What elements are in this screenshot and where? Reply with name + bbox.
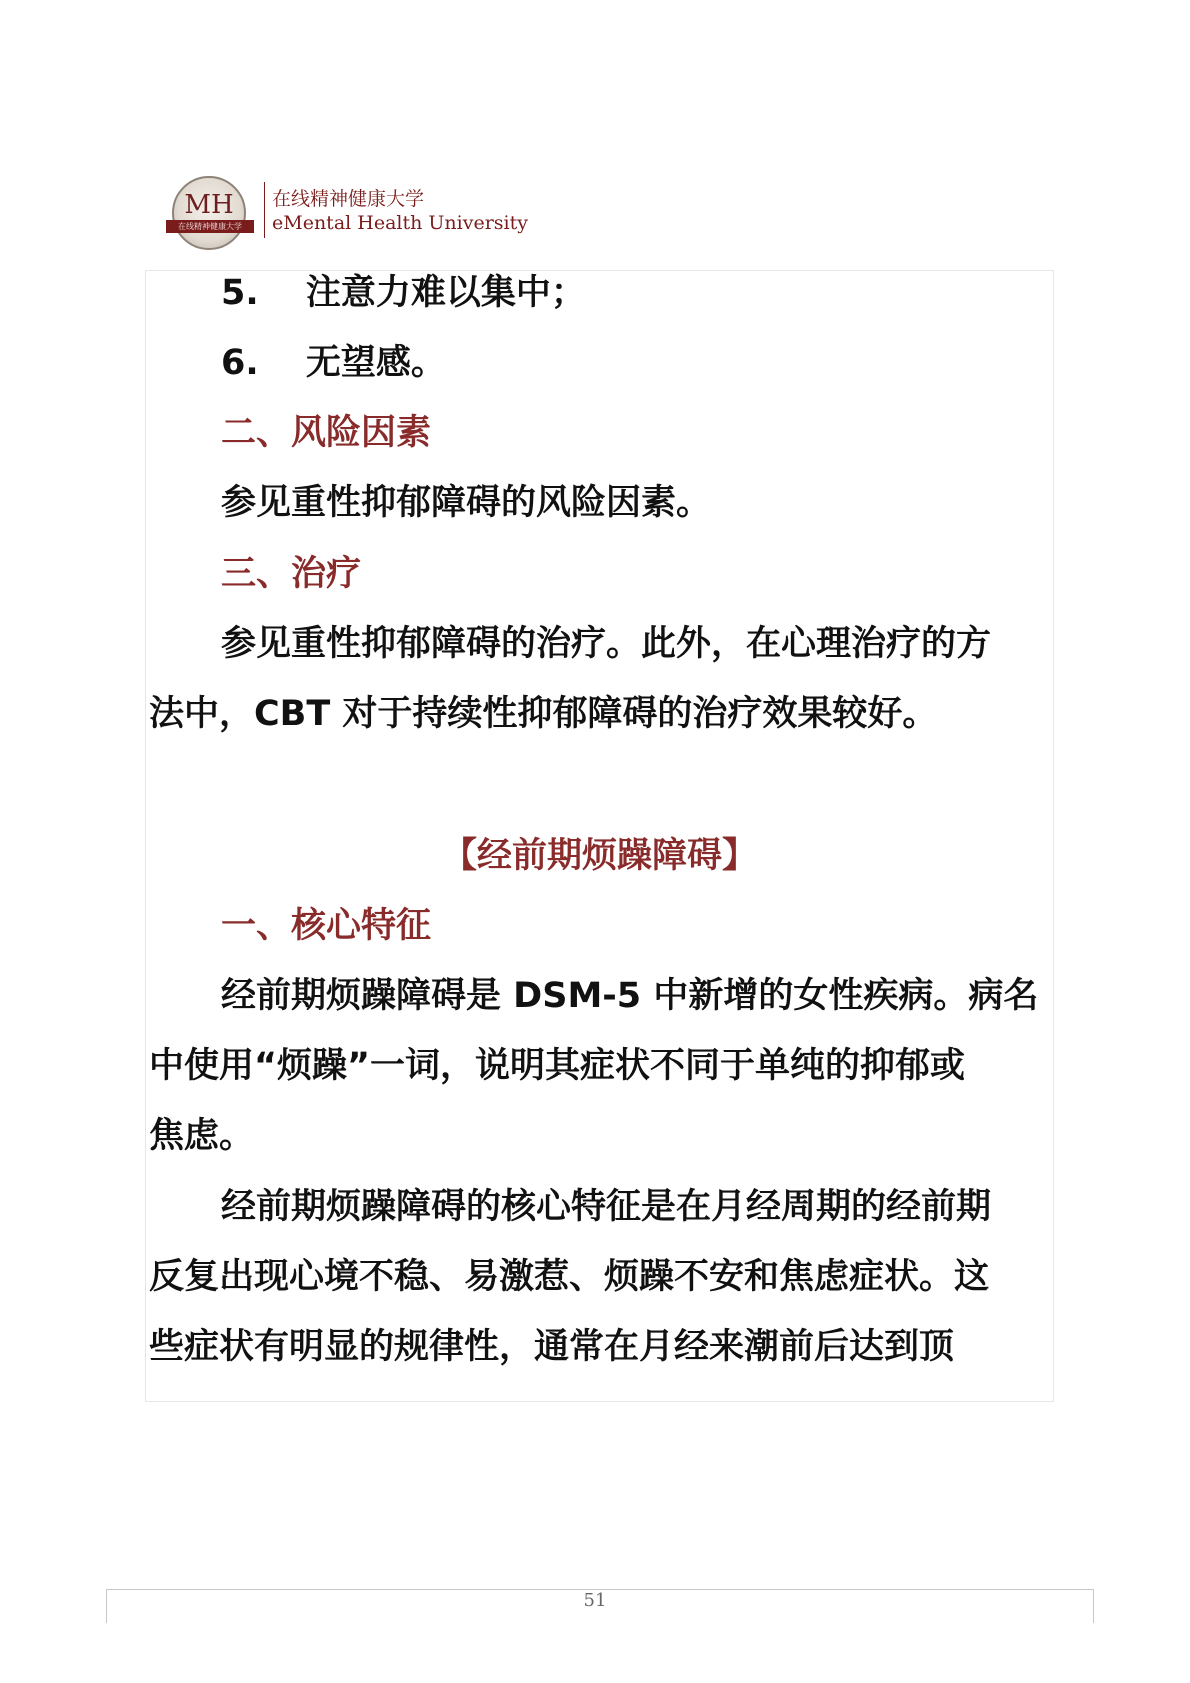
list-item-5: 5. 注意力难以集中； [221, 273, 586, 313]
para2-line-1: 经前期烦躁障碍的核心特征是在月经周期的经前期 [221, 1187, 992, 1227]
para2-line-3: 些症状有明显的规律性，通常在月经来潮前后达到顶 [149, 1327, 955, 1367]
risk-text: 参见重性抑郁障碍的风险因素。 [221, 483, 712, 523]
logo-ribbon: 在线精神健康大学 [166, 220, 254, 233]
treatment-line-2: 法中，CBT 对于持续性抑郁障碍的治疗效果较好。 [149, 694, 938, 734]
header-divider [264, 182, 265, 238]
treatment-heading: 三、治疗 [221, 554, 362, 594]
page-header [172, 172, 528, 248]
content-frame [145, 270, 1054, 1402]
list-item-6: 6. 无望感。 [221, 343, 446, 383]
para1-line-1: 经前期烦躁障碍是 DSM-5 中新增的女性疾病。病名 [221, 976, 1039, 1016]
university-logo [172, 176, 246, 250]
para1-line-3: 焦虑。 [149, 1116, 255, 1156]
section-title: 【经前期烦躁障碍】 [441, 836, 757, 876]
header-title-cn: 在线精神健康大学 [272, 188, 425, 210]
page-number: 51 [583, 1590, 607, 1611]
core-heading: 一、核心特征 [221, 906, 432, 946]
header-title-en: eMental Health University [272, 212, 528, 234]
risk-heading: 二、风险因素 [221, 413, 432, 453]
para2-line-2: 反复出现心境不稳、易激惹、烦躁不安和焦虑症状。这 [149, 1257, 990, 1297]
treatment-line-1: 参见重性抑郁障碍的治疗。此外，在心理治疗的方 [221, 624, 992, 664]
para1-line-2: 中使用“烦躁”一词，说明其症状不同于单纯的抑郁或 [149, 1046, 966, 1086]
logo-mark: MH [184, 190, 234, 220]
